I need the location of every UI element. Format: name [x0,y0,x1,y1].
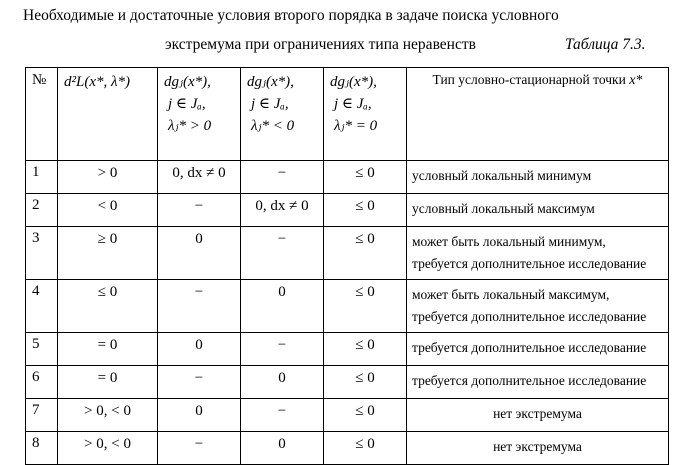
cell-dg-zero: ≤ 0 [324,333,407,366]
cell-dg-negative: − [241,227,324,280]
table-row [26,399,669,432]
header-row [26,68,669,161]
point-type-line: нет экстремума [493,406,582,421]
cell-d2l: > 0, < 0 [58,432,158,465]
header-d2l-text: d²L(x*, λ*) [64,74,130,90]
header-d2l [58,68,158,161]
table-row [26,366,669,399]
cell-dg-negative: − [241,333,324,366]
table-row [26,333,669,366]
cell-dg-negative: − [241,161,324,194]
header-dg-positive [158,68,241,161]
table-row [26,227,669,280]
cell-dg-negative: 0 [241,280,324,333]
cell-d2l: = 0 [58,366,158,399]
cell-dg-zero: ≤ 0 [324,432,407,465]
header-point-type-var: x* [629,73,643,88]
header-point-type [407,68,669,161]
point-type-line: условный локальный минимум [412,168,592,183]
row-number: 2 [26,194,58,227]
cell-d2l: ≤ 0 [58,280,158,333]
cell-dg-zero: ≤ 0 [324,227,407,280]
cell-dg-positive: 0 [158,333,241,366]
row-number: 4 [26,280,58,333]
row-number: 3 [26,227,58,280]
header-line: dgⱼ(x*), [330,74,377,90]
header-line: dgⱼ(x*), [247,74,294,90]
cell-dg-positive: 0, dx ≠ 0 [158,161,241,194]
cell-dg-zero: ≤ 0 [324,280,407,333]
cell-point-type [407,280,669,333]
cell-point-type [407,366,669,399]
cell-dg-positive: − [158,366,241,399]
header-line: j ∈ Jₐ, [168,96,206,112]
header-point-type-label: Тип условно-стационарной точки [432,72,626,87]
cell-dg-negative: 0 [241,366,324,399]
cell-d2l: > 0, < 0 [58,399,158,432]
cell-dg-negative: 0, dx ≠ 0 [241,194,324,227]
cell-point-type [407,399,669,432]
cell-dg-positive: 0 [158,227,241,280]
cell-dg-negative: − [241,399,324,432]
cell-dg-positive: − [158,432,241,465]
cell-dg-positive: 0 [158,399,241,432]
header-dg-negative [241,68,324,161]
row-number: 1 [26,161,58,194]
row-number: 8 [26,432,58,465]
cell-d2l: ≥ 0 [58,227,158,280]
header-line: λⱼ* = 0 [334,118,378,134]
point-type-line: требуется дополнительное исследование [412,340,647,355]
cell-dg-positive: − [158,194,241,227]
row-number: 5 [26,333,58,366]
cell-dg-negative: 0 [241,432,324,465]
point-type-line: может быть локальный максимум, [412,287,610,302]
cell-point-type [407,194,669,227]
cell-dg-zero: ≤ 0 [324,161,407,194]
cell-point-type [407,161,669,194]
header-dg-zero [324,68,407,161]
point-type-line: может быть локальный минимум, [412,234,606,249]
point-type-line: условный локальный максимум [412,201,595,216]
cell-point-type [407,227,669,280]
header-line: dgⱼ(x*), [164,74,211,90]
header-line: λⱼ* > 0 [168,118,212,134]
caption-line-2: экстремума при ограничениях типа неравенств [165,36,476,53]
row-number: 7 [26,399,58,432]
cell-point-type [407,333,669,366]
row-number: 6 [26,366,58,399]
point-type-line: нет экстремума [493,439,582,454]
cell-point-type [407,432,669,465]
table-row [26,432,669,465]
conditions-table [25,67,669,465]
cell-dg-zero: ≤ 0 [324,366,407,399]
cell-dg-zero: ≤ 0 [324,194,407,227]
point-type-line: требуется дополнительное исследование [412,373,647,388]
header-line: j ∈ Jₐ, [251,96,289,112]
cell-dg-positive: − [158,280,241,333]
table-row [26,161,669,194]
cell-dg-zero: ≤ 0 [324,399,407,432]
cell-d2l: > 0 [58,161,158,194]
table-reference: Таблица 7.3. [565,36,646,53]
header-line: λⱼ* < 0 [251,118,295,134]
point-type-line: требуется дополнительное исследование [412,309,647,324]
header-line: j ∈ Jₐ, [334,96,372,112]
header-number: № [26,68,58,161]
cell-d2l: = 0 [58,333,158,366]
point-type-line: требуется дополнительное исследование [412,256,647,271]
table-row [26,194,669,227]
caption-line-1: Необходимые и достаточные условия второго порядка в задаче поиска условного [23,7,559,24]
cell-d2l: < 0 [58,194,158,227]
table-row [26,280,669,333]
